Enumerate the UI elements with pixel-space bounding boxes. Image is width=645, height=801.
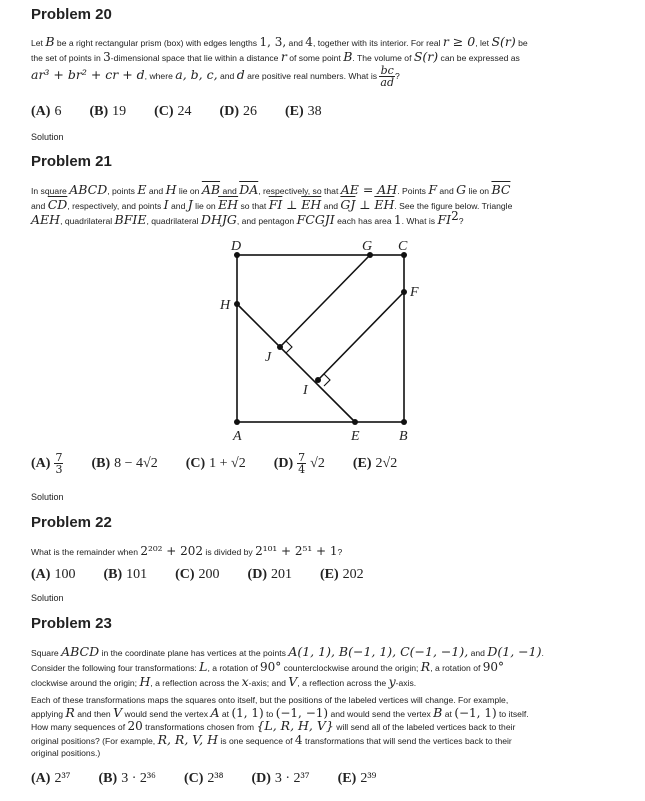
problem-21-statement: In square ABCD, points E and H lie on $\overline{AB}$ and $\overline{DA}$, respectively, so that AE = AH. Points F and G lie on $\overline{BC}$ and $\overline{CD}$, respectively, and points I and J lie on $\overline{EH}$ so that $\overline{FI}$ ⊥ $\overline{EH}$ and $\overline{GJ}$ ⊥ $\overline{EH}$. See the figure below. Triangle AEH, quadrilateral BFIE, quadrilateral DHJG, and pentagon FCGJI each has area 1. What is $FI^2$? bbox=[31, 182, 513, 227]
right-angle-j bbox=[286, 341, 292, 353]
label-c: C bbox=[398, 239, 408, 254]
point-j bbox=[277, 344, 283, 350]
choice-a[interactable]: (A) 2³⁷ bbox=[31, 771, 71, 786]
point-i bbox=[315, 377, 321, 383]
choice-b[interactable]: (B) 101 bbox=[103, 567, 148, 582]
point-e bbox=[352, 419, 358, 425]
label-b: B bbox=[399, 429, 408, 444]
label-h: H bbox=[220, 298, 231, 313]
choice-a[interactable]: (A) 100 bbox=[31, 567, 76, 582]
point-h bbox=[234, 301, 240, 307]
problem-20-choices bbox=[31, 104, 350, 120]
choice-e[interactable]: (E) 2³⁹ bbox=[337, 771, 377, 786]
choice-e[interactable]: (E) 202 bbox=[319, 567, 364, 582]
point-a bbox=[234, 419, 240, 425]
problem-22-solution-link[interactable]: Solution bbox=[31, 593, 64, 603]
point-b bbox=[401, 419, 407, 425]
choice-c[interactable]: (C) 2³⁸ bbox=[183, 771, 224, 786]
segment-gj bbox=[280, 255, 370, 347]
problem-22-heading: Problem 22 bbox=[31, 514, 112, 531]
problem-21-choices bbox=[31, 452, 425, 475]
problem-23-statement-2: Each of these transformations maps the squares onto itself, but the positions of the labeled vertices will change. For example, applying R and then V would send the vertex A at (1, 1) to (−1, −1) and would send the vertex B at (−1, 1) to itself. How many sequences of 20 transformations chosen from {L, R, H, V} will send all of the labeled vertices back to their original positions? (For example, R, R, V, H is one sequence of 4 transformations that will send the vertices back to their original positions.) bbox=[31, 695, 529, 758]
choice-e[interactable]: (E) 38 bbox=[284, 104, 322, 119]
problem-23-statement: Square ABCD in the coordinate plane has vertices at the points A(1, 1), B(−1, 1), C(−1, −1), and D(1, −1). Consider the following four transformations: L, a rotation of 90° counterclockwise around the origin; R, a rotation of 90° clockwise around the origin; H, a reflection across the x-axis; and V, a reflection across the y-axis. bbox=[31, 644, 544, 689]
choice-a[interactable]: (A) 6 bbox=[31, 104, 62, 119]
square-abcd bbox=[237, 255, 404, 422]
problem-22-statement: What is the remainder when 2²⁰² + 202 is divided by 2¹⁰¹ + 2⁵¹ + 1? bbox=[31, 544, 343, 558]
problem-20-statement: Let B be a right rectangular prism (box) with edges lengths 1, 3, and 4, together with its interior. For real r ≥ 0, let S(r) be the set of points in 3-dimensional space that lie within a distance r of some point B. The volume of S(r) can be expressed as ar³ + br² + cr + d, where a, b, c, and d are positive real numbers. What is $\frac{bc}{ad}$ ? bbox=[31, 34, 528, 89]
choice-d[interactable]: (D) 26 bbox=[219, 104, 257, 119]
square-abcd-figure bbox=[210, 236, 430, 446]
problem-21-solution-link[interactable]: Solution bbox=[31, 492, 64, 502]
label-f: F bbox=[410, 285, 419, 300]
choice-d[interactable]: (D) 3 · 2³⁷ bbox=[251, 771, 310, 786]
fraction-bc-over-ad: $\frac{bc}{ad}$ bbox=[380, 64, 395, 89]
label-e: E bbox=[351, 429, 360, 444]
problem-20-solution-link[interactable]: Solution bbox=[31, 132, 64, 142]
choice-c[interactable]: (C) 24 bbox=[154, 104, 192, 119]
problem-21-heading: Problem 21 bbox=[31, 153, 112, 170]
label-d: D bbox=[231, 239, 242, 254]
choice-c[interactable]: (C) 1 + √2 bbox=[185, 455, 246, 471]
label-j: J bbox=[265, 350, 272, 365]
segment-fi bbox=[318, 292, 404, 380]
label-g: G bbox=[362, 239, 373, 254]
fraction-7-over-4: $\frac{7}{4}$ bbox=[298, 451, 306, 476]
problem-23-choices bbox=[31, 771, 404, 787]
fraction-7-over-3: $\frac{7}{3}$ bbox=[55, 451, 63, 476]
problem-22-choices bbox=[31, 567, 392, 583]
label-a: A bbox=[233, 429, 242, 444]
right-angle-i bbox=[324, 374, 330, 386]
choice-a[interactable]: (A) $\frac{7}{3}$ bbox=[31, 451, 63, 476]
problem-23-heading: Problem 23 bbox=[31, 615, 112, 632]
choice-d[interactable]: (D) 201 bbox=[247, 567, 292, 582]
choice-d[interactable]: (D) $\frac{7}{4}$ √2 bbox=[273, 451, 325, 476]
point-f bbox=[401, 289, 407, 295]
choice-b[interactable]: (B) 8 − 4√2 bbox=[91, 455, 158, 471]
segment-he bbox=[237, 304, 355, 422]
choice-e[interactable]: (E) 2√2 bbox=[352, 455, 398, 471]
choice-c[interactable]: (C) 200 bbox=[175, 567, 220, 582]
problem-20-heading: Problem 20 bbox=[31, 6, 112, 23]
choice-b[interactable]: (B) 19 bbox=[89, 104, 127, 119]
label-i: I bbox=[303, 383, 308, 398]
choice-b[interactable]: (B) 3 · 2³⁶ bbox=[98, 771, 156, 786]
